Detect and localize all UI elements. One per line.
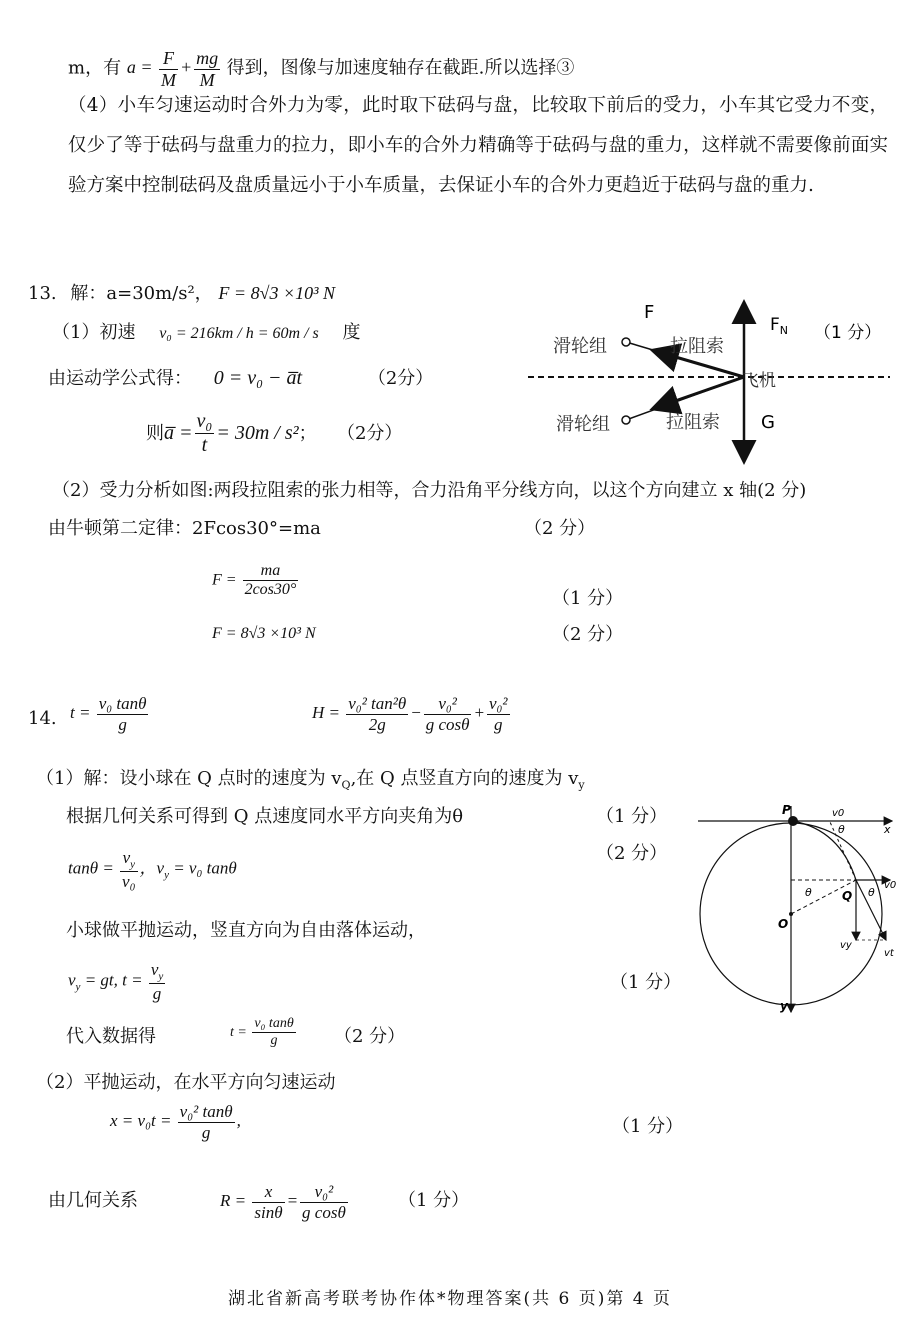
label-O: O [778, 917, 789, 931]
q13-head-formula: F = 8√3 ×10³ N [218, 283, 335, 303]
plus-sign: + [473, 702, 485, 722]
prev-answer-conclusion [68, 48, 574, 90]
q14-projectile: 小球做平抛运动，竖直方向为自由落体运动， [66, 920, 426, 941]
label-FN [770, 315, 788, 337]
q14-label: 14. [28, 708, 57, 729]
q14-tan-score: （2 分） [596, 843, 668, 864]
frac-num-sub: y [130, 858, 135, 871]
frac-H1 [346, 694, 408, 734]
tension-arrow-bottom [655, 377, 744, 408]
frac-x [178, 1102, 235, 1142]
frac-vy-v0 [120, 848, 137, 892]
frac-t [97, 694, 149, 734]
frac-H2 [424, 694, 472, 734]
label-pulley-top: 滑轮组 [553, 336, 607, 357]
q13-head: 解：a=30m/s²， [70, 283, 213, 304]
q14-s1-sub-q: Q [341, 778, 351, 792]
frac-den: g [494, 714, 503, 734]
label-x: x [884, 823, 891, 836]
prev-after: 得到，图像与加速度轴存在截距.所以选择③ [226, 57, 575, 79]
pulley-bottom-point [622, 416, 630, 424]
label-plane: 飞机 [742, 371, 776, 391]
q14-R-lhs: R = [220, 1190, 247, 1210]
q13-then-tail: ； [298, 423, 317, 444]
circle-diagram [690, 800, 900, 1020]
label-pulley-bottom: 滑轮组 [556, 414, 610, 435]
frac-num: v₀² [424, 694, 472, 715]
q14-s1: （1）解：设小球在 Q 点时的速度为 v [36, 768, 342, 789]
q13-part2: （2）受力分析如图:两段拉阻索的张力相等，合力沿角平分线方向，以这个方向建立 x 轴(2 分) [52, 480, 807, 501]
q14-sub-formula [230, 1016, 298, 1049]
q13-header [28, 283, 335, 305]
frac-num: v₀ [196, 410, 213, 432]
frac-num: v₀² [488, 694, 508, 713]
frac-num [120, 848, 137, 872]
q14-x-tail: , [236, 1110, 241, 1130]
frac-num: x [252, 1182, 284, 1203]
q13-newton-score: （2 分） [524, 518, 596, 539]
q13-then-rhs: = 30m / s² [216, 422, 299, 444]
q13-then-label: 则 [146, 423, 164, 444]
q14-vy-formula [68, 960, 167, 1004]
frac-num-main: v [150, 960, 159, 979]
q13-eq1-score: （1 分） [552, 588, 624, 609]
label-Q: Q [842, 889, 853, 903]
plus-sign: + [179, 57, 193, 78]
label-v0-right: v0 [884, 880, 897, 891]
q13-then-lhs: a̅ = [164, 422, 193, 444]
q13-p1-label: （1）初速 [52, 322, 136, 343]
q14-x-score: （1 分） [612, 1116, 684, 1137]
label-F: F [644, 302, 655, 323]
q14-vy-lhs: v [68, 970, 76, 990]
frac-num: F [159, 48, 178, 70]
q14-geometry-score: （1 分） [596, 806, 668, 827]
force-diagram [520, 290, 895, 470]
q14-vy-lhs-sub: y [75, 981, 81, 994]
label-theta-top: θ [838, 823, 845, 836]
label-v0-top: v0 [832, 808, 845, 819]
q14-vy-score: （1 分） [610, 972, 682, 993]
q13-label: 13. [28, 283, 57, 304]
q14-H-lhs: H = [312, 702, 340, 722]
frac-mg-m [194, 48, 220, 90]
q13-then [146, 410, 402, 457]
q14-tan-lhs: tanθ = [68, 858, 114, 878]
prev-lead: m，有 [68, 57, 122, 79]
pulley-top-point [622, 338, 630, 346]
q13-eq1 [212, 562, 300, 600]
diagram-score: （1 分） [814, 323, 882, 343]
q14-tan-formula [68, 848, 237, 892]
frac-den: g cosθ [425, 714, 470, 734]
q13-kinematics [48, 366, 433, 390]
frac-num: v₀² tanθ [179, 1102, 233, 1121]
q13-p1-tail: 度 [342, 322, 361, 343]
frac-den: 2cos30° [244, 581, 297, 599]
q14-tan-rhs-sub: y [164, 869, 169, 882]
equals-sign: = [286, 1190, 299, 1210]
frac-den: M [160, 69, 176, 90]
q13-eq1-lhs: F = [212, 571, 237, 589]
q14-x-formula [110, 1102, 241, 1142]
frac-v0-t [195, 410, 215, 457]
frac-R1 [252, 1182, 284, 1222]
label-FN-sub: N [779, 324, 789, 337]
q13-p1-formula: v₀ = 216km / h = 60m / s [159, 325, 319, 342]
frac-den: t [201, 434, 208, 456]
label-vy: vy [840, 940, 852, 951]
q13-newton [48, 518, 321, 540]
frac-den: sinθ [254, 1202, 283, 1222]
frac-den: g [270, 1033, 278, 1049]
q14-vy-mid: = gt, t = [80, 970, 143, 990]
label-FN-main: F [770, 315, 780, 335]
q14-substitute-label: 代入数据得 [66, 1026, 156, 1047]
frac-vy-g [149, 960, 165, 1004]
formula-a-lhs: a = [126, 57, 153, 78]
q14-s1-sub-y: y [578, 778, 585, 792]
frac-den: v₀ [122, 872, 136, 892]
frac-sub [252, 1016, 295, 1049]
label-theta-mid: θ [805, 886, 812, 899]
q14-tan-rhs2: = v₀ tanθ [168, 858, 237, 878]
q14-geometry2-label: 由几何关系 [48, 1190, 138, 1211]
q14-sub-score: （2 分） [334, 1026, 406, 1047]
label-theta-q: θ [868, 886, 875, 899]
label-vt: vt [884, 948, 894, 959]
q14-x-lhs: x = v₀t = [110, 1110, 172, 1130]
frac-num: v₀² tan²θ [348, 694, 407, 713]
formula-a [126, 48, 227, 90]
minus-sign: − [410, 702, 422, 722]
q13-eq2-score: （2 分） [552, 624, 624, 645]
q14-tan-rhs: ，v [139, 858, 165, 878]
q13-then-score: （2分） [336, 423, 403, 444]
frac-den: g cosθ [302, 1202, 346, 1222]
q14-sub-lhs: t = [230, 1024, 247, 1040]
label-cable-bottom: 拉阻索 [666, 412, 720, 433]
frac-num: v₀² [300, 1182, 348, 1203]
frac-den: 2g [368, 714, 386, 734]
q14-t-lhs: t = [70, 702, 91, 722]
answer-part-4: （4）小车匀速运动时合外力为零，此时取下砝码与盘，比较取下前后的受力，小车其它受力不变，仅少了等于砝码与盘重力的拉力，即小车的合外力精确等于砝码与盘的重力，这样就不需要像前面实验方案中控制砝码及盘质量远小于小车质量，去保证小车的合外力更趋近于砝码与盘的重力. [68, 95, 888, 196]
frac-num: v₀ tanθ [252, 1016, 295, 1033]
frac-den: M [199, 69, 215, 90]
frac-R2 [300, 1182, 348, 1222]
frac-den: g [201, 1122, 211, 1142]
label-cable-top: 拉阻索 [670, 336, 724, 357]
frac-num-sub: y [158, 970, 164, 983]
q14-H-formula [312, 694, 512, 734]
frac-num: mg [196, 48, 219, 68]
q14-s1b: ,在 Q 点竖直方向的速度为 v [350, 768, 579, 789]
frac-ma-2cos30 [243, 562, 299, 600]
q13-kin-score: （2分） [367, 368, 434, 389]
q13-eq2: F = 8√3 ×10³ N [212, 625, 316, 642]
label-y: y [780, 999, 788, 1013]
q13-kin-label: 由运动学公式得： [48, 368, 192, 389]
frac-num: ma [243, 562, 299, 581]
q14-R-score: （1 分） [398, 1190, 470, 1211]
q13-newton-text: 由牛顿第二定律：2Fcos30°=ma [48, 518, 321, 539]
q14-geometry: 根据几何关系可得到 Q 点速度同水平方向夹角为θ [66, 806, 464, 827]
q14-t-formula [70, 694, 150, 734]
label-P: P [782, 803, 791, 817]
q13-kin-formula: 0 = v₀ − a̅t [213, 367, 303, 389]
frac-den: g [118, 714, 127, 734]
frac-f-m [159, 48, 178, 90]
q13-part1 [52, 322, 361, 344]
frac-num-main: v [122, 848, 131, 867]
q14-part2-intro: （2）平抛运动，在水平方向匀速运动 [36, 1072, 336, 1093]
frac-den: g [152, 984, 162, 1004]
q14-R-formula [220, 1182, 350, 1222]
frac-num [149, 960, 165, 984]
frac-H3 [487, 694, 510, 734]
label-G: G [761, 412, 775, 433]
q14-part1-intro [36, 768, 585, 792]
page-footer: 湖北省新高考联考协作体*物理答案(共 6 页)第 4 页 [227, 1289, 672, 1309]
frac-num: v₀ tanθ [98, 694, 147, 713]
